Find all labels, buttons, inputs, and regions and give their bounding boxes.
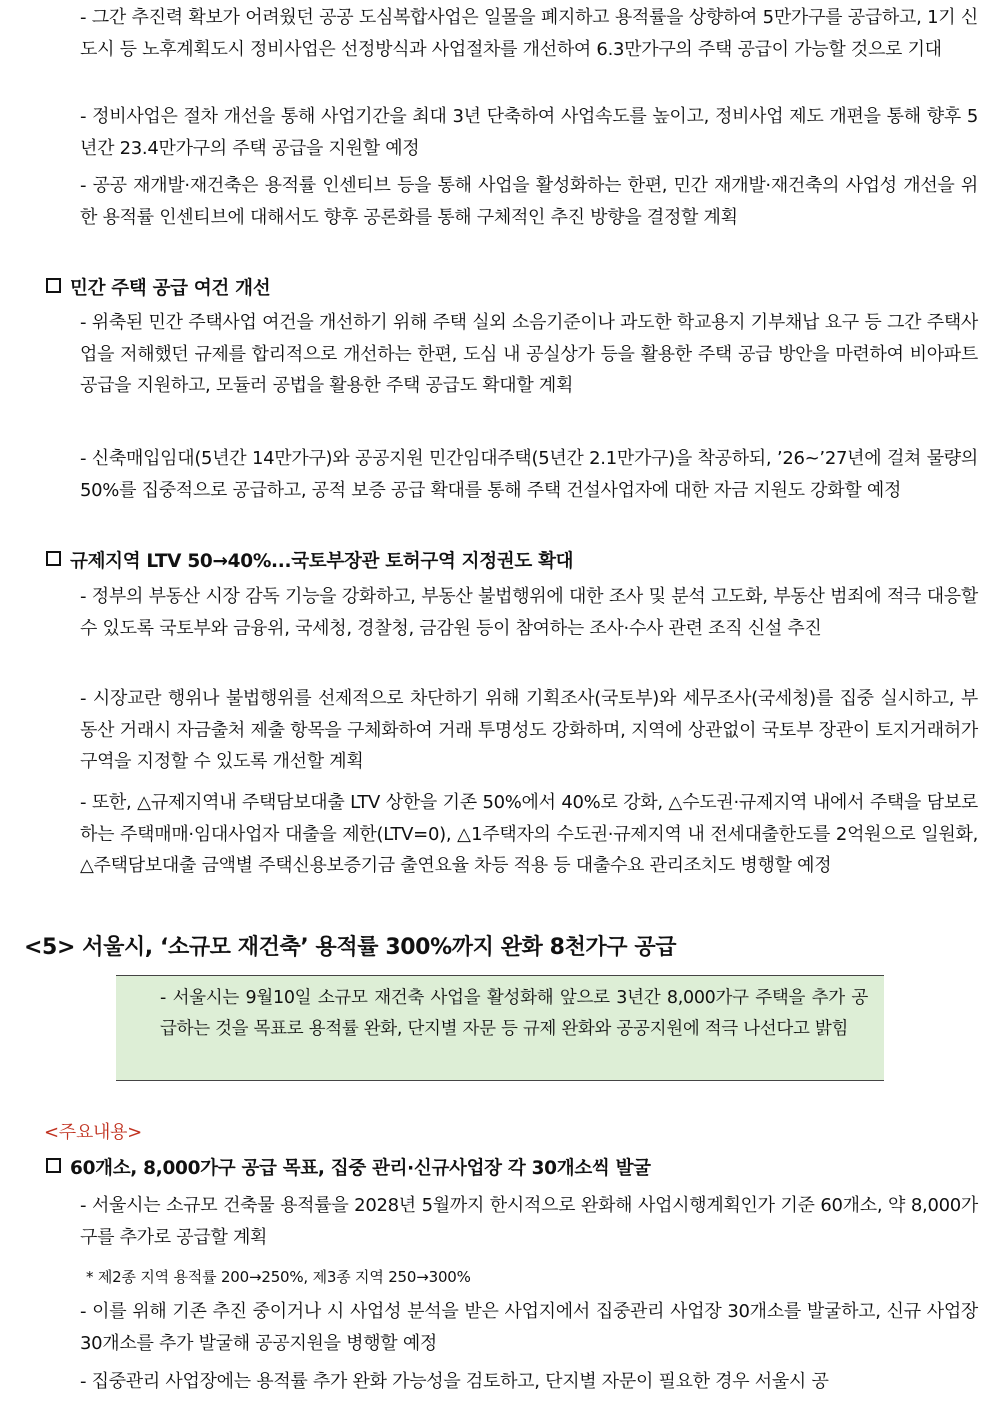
section-title: 민간 주택 공급 여건 개선 — [70, 278, 271, 299]
paragraph-text: - 정비사업은 절차 개선을 통해 사업기간을 최대 3년 단축하여 사업속도를 높이고, 정비사업 제도 개편을 통해 향후 5년간 23.4만가구의 주택 공급을 지원할 예정 — [80, 106, 978, 159]
paragraph-text: - 또한, △규제지역내 주택담보대출 LTV 상한을 기존 50%에서 40%로 강화, △수도권·규제지역 내에서 주택을 담보로 하는 주택매매·임대사업자 대출을 제한(LTV=0), △1주택자의 수도권·규제지역 내 전세대출한도를 2억원으로 일원화, △주택담보대출 금액별 주택신용보증기금 출연요율 차등 적용 등 대출수요 관리조치도 병행할 예정 — [80, 792, 978, 876]
paragraph-text: - 서울시는 9월10일 소규모 재건축 사업을 활성화해 앞으로 3년간 8,000가구 주택을 추가 공급하는 것을 목표로 용적률 완화, 단지별 자문 등 규제 완화와 공공지원에 적극 나선다고 밝힘 — [160, 988, 868, 1039]
paragraph-text: - 위축된 민간 주택사업 여건을 개선하기 위해 주택 실외 소음기준이나 과도한 학교용지 기부채납 요구 등 그간 주택사업을 저해했던 규제를 합리적으로 개선하는 한편, 도심 내 공실상가 등을 활용한 주택 공급 방안을 마련하여 비아파트 공급을 지원하고, 모듈러 공법을 활용한 주택 공급도 확대할 계획 — [80, 312, 978, 396]
paragraph-text: - 서울시는 소규모 건축물 용적률을 2028년 5월까지 한시적으로 완화해 사업시행계획인가 기준 60개소, 약 8,000가구를 추가로 공급할 계획 — [80, 1195, 978, 1248]
footnote: * 제2종 지역 용적률 200→250%, 제3종 지역 250→300% — [86, 1268, 471, 1286]
paragraph-text: - 신축매입임대(5년간 14만가구)와 공공지원 민간임대주택(5년간 2.1만가구)을 착공하되, ’26~’27년에 걸쳐 물량의 50%를 집중적으로 공급하고, 공적 보증 공급 확대를 통해 주택 건설사업자에 대한 자금 지원도 강화할 예정 — [80, 448, 978, 501]
paragraph-additional-relaxation — [58, 1366, 978, 1398]
paragraph-intensive-management — [58, 1296, 978, 1359]
summary-box — [116, 975, 884, 1081]
paragraph-market-supervision — [58, 581, 978, 644]
article-title: <5> 서울시, ‘소규모 재건축’ 용적률 300%까지 완화 8천가구 공급 — [24, 935, 677, 960]
section-heading-private-housing — [46, 274, 270, 304]
paragraph-illegal-activity — [58, 683, 978, 778]
summary-paragraph — [138, 983, 868, 1045]
paragraph-new-purchase-rental — [58, 443, 978, 506]
square-bullet-icon — [46, 1158, 61, 1173]
section-heading-supply-target — [46, 1154, 651, 1184]
paragraph-public-redevelopment — [58, 170, 978, 233]
paragraph-text: - 집중관리 사업장에는 용적률 추가 완화 가능성을 검토하고, 단지별 자문이 필요한 경우 서울시 공 — [80, 1371, 829, 1392]
square-bullet-icon — [46, 551, 61, 566]
section-heading-ltv — [46, 547, 573, 577]
paragraph-text: - 이를 위해 기존 추진 중이거나 시 사업성 분석을 받은 사업지에서 집중관리 사업장 30개소를 발굴하고, 신규 사업장 30개소를 추가 발굴해 공공지원을 병행할 예정 — [80, 1301, 978, 1354]
section-title: 60개소, 8,000가구 공급 목표, 집중 관리·신규사업장 각 30개소씩 발굴 — [70, 1158, 651, 1179]
paragraph-text: - 그간 추진력 확보가 어려웠던 공공 도심복합사업은 일몰을 폐지하고 용적률을 상향하여 5만가구를 공급하고, 1기 신도시 등 노후계획도시 정비사업은 선정방식과 사업절차를 개선하여 6.3만가구의 주택 공급이 가능할 것으로 기대 — [80, 7, 978, 60]
paragraph-urban-complex — [58, 2, 978, 65]
paragraph-private-housing-regulation — [58, 307, 978, 402]
paragraph-loan-demand — [58, 787, 978, 882]
paragraph-text: - 공공 재개발·재건축은 용적률 인센티브 등을 통해 사업을 활성화하는 한편, 민간 재개발·재건축의 사업성 개선을 위한 용적률 인센티브에 대해서도 향후 공론화를 통해 구체적인 추진 방향을 결정할 계획 — [80, 175, 978, 228]
paragraph-redevelopment-procedure — [58, 101, 978, 164]
section-title: 규제지역 LTV 50→40%...국토부장관 토허구역 지정권도 확대 — [70, 551, 574, 572]
paragraph-text: - 정부의 부동산 시장 감독 기능을 강화하고, 부동산 불법행위에 대한 조사 및 분석 고도화, 부동산 범죄에 적극 대응할 수 있도록 국토부와 금융위, 국세청, 경찰청, 금감원 등이 참여하는 조사·수사 관련 조직 신설 추진 — [80, 586, 978, 639]
paragraph-text: - 시장교란 행위나 불법행위를 선제적으로 차단하기 위해 기획조사(국토부)와 세무조사(국세청)를 집중 실시하고, 부동산 거래시 자금출처 제출 항목을 구체화하여 거래 투명성도 강화하며, 지역에 상관없이 국토부 장관이 토지거래허가구역을 지정할 수 있도록 개선할 계획 — [80, 688, 978, 772]
main-content-label: <주요내용> — [44, 1122, 142, 1143]
square-bullet-icon — [46, 278, 61, 293]
paragraph-floor-area-ratio — [58, 1190, 978, 1253]
